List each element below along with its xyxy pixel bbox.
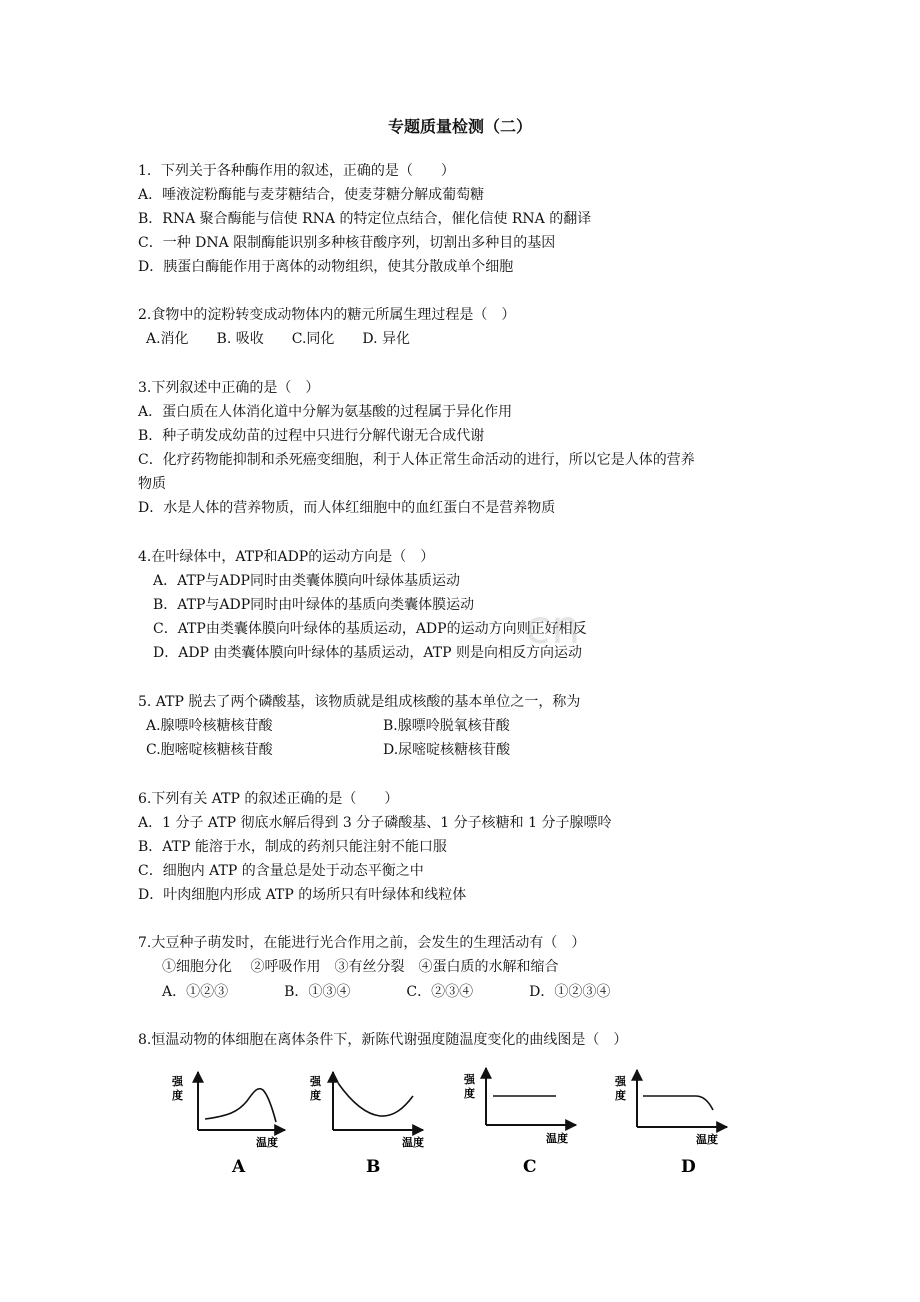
question-6-stem: 6.下列有关 ATP 的叙述正确的是（ ） [138, 791, 399, 807]
graph-a-xlabel: 温度 [256, 1136, 278, 1149]
question-5-stem: 5. ATP 脱去了两个磷酸基，该物质就是组成核酸的基本单位之一，称为 [138, 694, 581, 710]
question-7-stem: 7.大豆种子萌发时，在能进行光合作用之前，会发生的生理活动有（ ） [138, 935, 586, 951]
question-3-option-d: D．水是人体的营养物质，而人体红细胞中的血红蛋白不是营养物质 [138, 500, 556, 516]
graph-c [463, 1068, 576, 1177]
question-4-option-b: B．ATP与ADP同时由叶绿体的基质向类囊体膜运动 [153, 597, 475, 613]
watermark: cn [525, 600, 582, 654]
graph-d-ylabel-2: 度 [615, 1089, 626, 1102]
question-2-stem: 2.食物中的淀粉转变成动物体内的糖元所属生理过程是（ ） [138, 307, 516, 323]
graph-b [309, 1072, 424, 1177]
graph-a [171, 1072, 285, 1177]
graph-b-label: B [366, 1157, 381, 1177]
question-3-option-c: C．化疗药物能抑制和杀死癌变细胞，利于人体正常生命活动的进行，所以它是人体的营养 [138, 452, 695, 468]
question-3-option-b: B．种子萌发成幼苗的过程中只进行分解代谢无合成代谢 [138, 428, 485, 444]
graph-b-xlabel: 温度 [402, 1136, 424, 1149]
graph-d-ylabel-1: 强 [615, 1075, 626, 1088]
question-5-option-b: B.腺嘌呤脱氧核苷酸 [383, 718, 510, 734]
graph-b-curve [338, 1083, 413, 1116]
graph-b-ylabel-2: 度 [310, 1089, 321, 1102]
question-5-option-a: A.腺嘌呤核糖核苷酸 [146, 718, 273, 734]
graph-a-ylabel-1: 强 [172, 1075, 183, 1088]
question-7-options: A．①②③ B．①③④ C．②③④ D．①②③④ [162, 984, 611, 1000]
question-6-option-a: A．1 分子 ATP 彻底水解后得到 3 分子磷酸基、1 分子核糖和 1 分子腺嘌呤 [138, 815, 612, 831]
graph-d-label: D [681, 1157, 696, 1177]
question-4-stem: 4.在叶绿体中，ATP和ADP的运动方向是（ ） [138, 549, 435, 565]
question-6-option-c: C．细胞内 ATP 的含量总是处于动态平衡之中 [138, 863, 424, 879]
question-3-option-a: A．蛋白质在人体消化道中分解为氨基酸的过程属于异化作用 [138, 404, 513, 420]
question-5-option-c: C.胞嘧啶核糖核苷酸 [146, 742, 273, 758]
question-1-option-a: A．唾液淀粉酶能与麦芽糖结合，使麦芽糖分解成葡萄糖 [138, 187, 485, 203]
question-4-option-a: A．ATP与ADP同时由类囊体膜向叶绿体基质运动 [153, 573, 460, 589]
question-7-items: ①细胞分化 ②呼吸作用 ③有丝分裂 ④蛋白质的水解和缩合 [162, 959, 559, 975]
question-6-option-b: B．ATP 能溶于水，制成的药剂只能注射不能口服 [138, 839, 447, 855]
question-1-stem: 1．下列关于各种酶作用的叙述，正确的是（ ） [138, 163, 455, 179]
question-3-stem: 3.下列叙述中正确的是（ ） [138, 380, 320, 396]
graph-a-curve [205, 1089, 276, 1122]
graph-c-ylabel-1: 强 [464, 1073, 475, 1086]
question-3-option-c-cont: 物质 [138, 476, 166, 492]
graph-b-ylabel-1: 强 [310, 1075, 321, 1088]
question-4-option-d: D．ADP 由类囊体膜向叶绿体的基质运动，ATP 则是向相反方向运动 [153, 645, 582, 661]
graph-d-curve [643, 1096, 713, 1110]
page-title: 专题质量检测（二） [387, 117, 532, 136]
graph-a-label: A [232, 1157, 246, 1177]
graph-c-xlabel: 温度 [546, 1132, 568, 1145]
question-6-option-d: D．叶肉细胞内形成 ATP 的场所只有叶绿体和线粒体 [138, 887, 467, 903]
question-1-option-d: D．胰蛋白酶能作用于离体的动物组织，使其分散成单个细胞 [138, 259, 514, 275]
question-5-option-d: D.尿嘧啶核糖核苷酸 [383, 742, 511, 758]
question-1-option-c: C．一种 DNA 限制酶能识别多种核苷酸序列，切割出多种目的基因 [138, 235, 556, 251]
question-4-option-c: C．ATP由类囊体膜向叶绿体的基质运动，ADP的运动方向则正好相反 [153, 621, 587, 637]
question-1-option-b: B．RNA 聚合酶能与信使 RNA 的特定位点结合，催化信使 RNA 的翻译 [138, 211, 592, 227]
question-8-stem: 8.恒温动物的体细胞在离体条件下，新陈代谢强度随温度变化的曲线图是（ ） [138, 1032, 628, 1048]
question-2-options: A.消化 B. 吸收 C.同化 D. 异化 [146, 331, 411, 347]
graph-d-xlabel: 温度 [696, 1133, 718, 1146]
graph-c-label: C [523, 1157, 537, 1177]
graph-d [614, 1070, 727, 1177]
graph-a-ylabel-2: 度 [172, 1089, 183, 1102]
graph-c-ylabel-2: 度 [464, 1087, 475, 1100]
